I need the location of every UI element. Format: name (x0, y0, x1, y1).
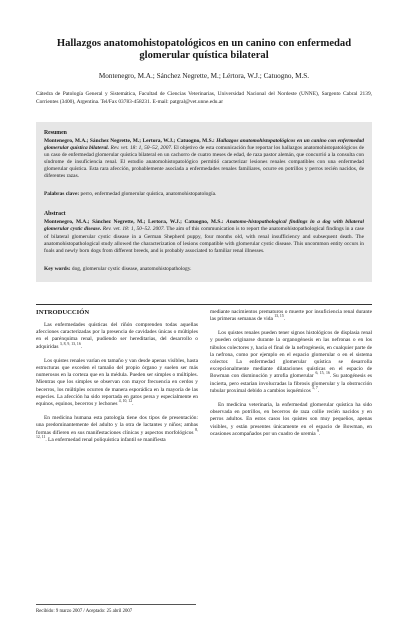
abstract-citation-title: Anatomo-histopathological findings in a dog with bilateral glomerular cystic disease. (44, 219, 364, 233)
citation-refs: 8, 12, 11 (36, 427, 198, 440)
footnote-rule (36, 604, 196, 605)
right-paragraph-1: mediante nacimientos prematuros o muerte por insuficiencia renal durante las primeras semanas de vida $^{13, 15}$. (210, 308, 372, 323)
article-page (0, 38, 408, 638)
received-date: Recibido: 9 marzo 2007 / Aceptado: 25 abril 2007 (36, 609, 133, 614)
abstract-keywords-text: dog, glomerular cystic disease, anatomohistopathology. (71, 265, 192, 272)
right-paragraph-2: Los quistes renales pueden tener signos histológicos de displasia renal y pueden originarse durante la organogénesis en las nefronas o en los túbulos colectores y, hacia el final de la nefrogénesis, en cualquier parte de la nefrona, como por ejemplo en el espacio glomerular o en el sistema colector. La enfermedad glomerular quística se desarrolla excepcionalmente mediante dilataciones quísticas en el espacio de Bowman con disminución y atrofia glomerular $^{6, 15, 16}$. Su patogénesis es incierta, pero estarían involucradas la fibrosis glomerular y la obstrucción tubular proximal debido a cambios isquémicos $^{5, 7}$. (210, 330, 372, 394)
abstract-keywords-label: Key words: (44, 265, 71, 272)
abstract-heading: Abstract (44, 211, 66, 218)
resumen-keywords-text: perro, enfermedad glomerular quística, anatomohistopatología. (80, 191, 217, 198)
citation-refs: 5, 7 (312, 386, 318, 391)
abstract-text (44, 219, 364, 254)
citation-refs: 9 (317, 429, 319, 434)
abstract-body: The aim of this communication is to report the anatomohistopathological findings in a case of bilateral glomerular cystic disease in a German Shepherd puppy, four months old, with renal insufficiency and subsequent death. The anatomohistopathological study allowed the characterization of lesions compatible with glomerular cystic disease. This uncommon entity occurs in foals and newly born dogs from different breeds, and is probably associated to familiar renal illnesses. (44, 226, 364, 254)
intro-heading: INTRODUCCIÓN (36, 308, 90, 316)
abstract-box (36, 122, 372, 282)
body-columns (36, 309, 372, 451)
resumen-citation-title: Hallazgos anatomohistopatológicos en un canino con enfermedad glomerular quística bilateral. (44, 137, 364, 151)
left-paragraph-3: En medicina humana esta patología tiene dos tipos de presentación: una predominantemente del adulto y la otra de lactantes y niños; ambas formas difieren en sus manifestaciones clínicas y aspectos morfológicos $^{8, 12, 11}$. La enfermedad renal poliquística infantil se manifiesta (36, 415, 198, 443)
citation-refs: 6, 15, 16 (315, 371, 330, 376)
article-authors: Montenegro, M.A.; Sánchez Negrette, M.; Lértora, W.J.; Catuogno, M.S. (98, 72, 310, 81)
abstract-keywords (44, 266, 364, 272)
citation-refs: 13, 15 (274, 314, 284, 319)
section-divider (36, 304, 372, 305)
right-paragraph-3: En medicina veterinaria, la enfermedad glomerular quística ha sido observada en potrillos, en becerros de raza collie recién nacidos y en perros adultos. En estos casos los quistes son muy pequeños, apenas visibles, y están presentes únicamente en el espacio de Bowman, en ocasiones acompañados por un cuadro de uremia $^9$. (210, 402, 372, 437)
left-paragraph-1: Las enfermedades quísticas del riñón comprenden todas aquellas afecciones caracterizadas por la presencia de cavidades únicas o múltiples en el parénquima renal, pudiendo ser hereditarias, del desarrollo o adquiridas $^{3, 8, 9, 13, 16}$. (36, 322, 198, 350)
resumen-citation-ref: Rev. vet. 18: 1, 50–52, 2007. (110, 144, 173, 151)
resumen-heading: Resumen (44, 129, 67, 136)
citation-refs: 4, 10, 12 (118, 399, 133, 404)
left-column (36, 309, 198, 451)
resumen-body: El objetivo de esta comunicación fue reportar los hallazgos anatomohistopatológicos de un caso de enfermedad glomerular quística bilateral en un cachorro de cuatro meses de edad, de raza pastor alemán, que concurrió a la consulta con síndrome de insuficiencia renal. El estudio anatomohistopatológico permitió caracterizar lesiones renales compatibles con una enfermedad glomerular quística. Esta rara afección, probablemente asociada a enfermedades renales familiares, ocurre en potrillos y perros recién nacidos, de diferentes razas. (44, 144, 364, 180)
left-paragraph-2: Los quistes renales varían en tamaño y van desde apenas visibles, hasta estructuras que exceden el tamaño del propio órgano y suelen ser más numerosos en la corteza que en la médula. Pueden ser simples o múltiples. Mientras que los simples se observan con mayor frecuencia en cerdos y becerros, los múltiples ocurren de manera esporádica en la mayoría de las especies. La afección ha sido reportada en gatos persa y especialmente en equinos, equinos, becerros y lechones $^{4, 10, 12}$. (36, 357, 198, 408)
abstract-citation-authors: Montenegro, M.A.; Sánchez Negrette, M.; Lertora, W.J.; Catuogno, M.S.: (44, 219, 224, 226)
resumen-citation-authors: Montenegro, M.A.; Sánchez Negrette, M.; Lertora, W.J.; Catuogno, M.S.: (44, 137, 215, 144)
resumen-text (44, 138, 364, 181)
resumen-keywords-label: Palabras clave: (44, 191, 80, 198)
article-affiliation: Cátedra de Patología General y Sistemática, Facultad de Ciencias Veterinarias, Universidad Nacional del Nordeste (UNNE), Sargento Cabral 2139, Corrientes (3400), Argentina. Tel/Fax 03783-458231. E-mail: patgral@vet.unne.edu.ar (36, 91, 372, 105)
abstract-citation-ref: Rev. vet. 18: 1, 50–52. 2007. (102, 226, 165, 233)
citation-refs: 3, 8, 9, 13, 16 (59, 341, 81, 346)
article-title: Hallazgos anatomohistopatológicos en un canino con enfermedad glomerular quística bilateral (56, 38, 352, 62)
right-column (210, 309, 372, 451)
